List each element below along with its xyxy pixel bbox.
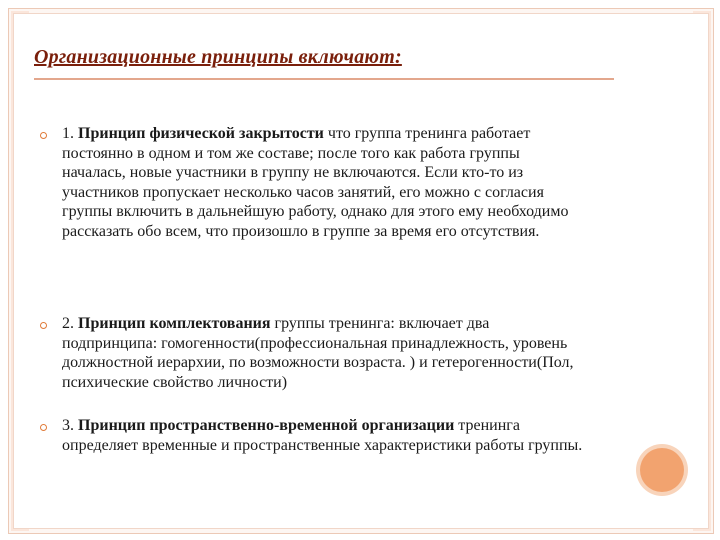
bullet-item-3 xyxy=(26,416,586,455)
bullet-heading: Принцип физической закрытости xyxy=(78,125,324,142)
bullet-text xyxy=(62,314,586,392)
bullet-text xyxy=(62,124,586,241)
slide-title: Организационные принципы включают: xyxy=(34,46,402,68)
bullet-circle-icon xyxy=(40,322,47,329)
slide-frame xyxy=(8,8,714,534)
bullet-circle-icon xyxy=(40,132,47,139)
bullet-body: группы тренинга: включает два подпринципа: гомогенности(профессиональная принадлежность, уровень должностной иерархии, по возможности возраста. ) и гетерогенности(Пол, психические свойство личности) xyxy=(62,315,574,391)
bullet-text xyxy=(62,416,586,455)
bullet-number: 3. xyxy=(62,417,74,434)
bullet-heading: Принцип комплектования xyxy=(78,315,271,332)
title-divider xyxy=(34,78,614,80)
bullet-circle-icon xyxy=(40,424,47,431)
bullet-item-1 xyxy=(26,124,586,241)
bullet-item-2 xyxy=(26,314,586,392)
bullet-heading: Принцип пространственно-временной организации xyxy=(78,417,455,434)
bullet-body: что группа тренинга работает постоянно в одном и том же составе; после того как работа группы началась, новые участники в группу не включаются. Если кто-то из участников пропускает несколько часов занятий, его можно с согласия группы включить в дальнейшую работу, однако для этого ему необходимо рассказать обо всем, что произошло в группе за время его отсутствия. xyxy=(62,125,569,240)
bullet-body: тренинга определяет временные и пространственные характеристики работы группы. xyxy=(62,417,583,454)
bullet-number: 1. xyxy=(62,125,74,142)
bullet-number: 2. xyxy=(62,315,74,332)
decorative-circle-icon xyxy=(640,448,684,492)
